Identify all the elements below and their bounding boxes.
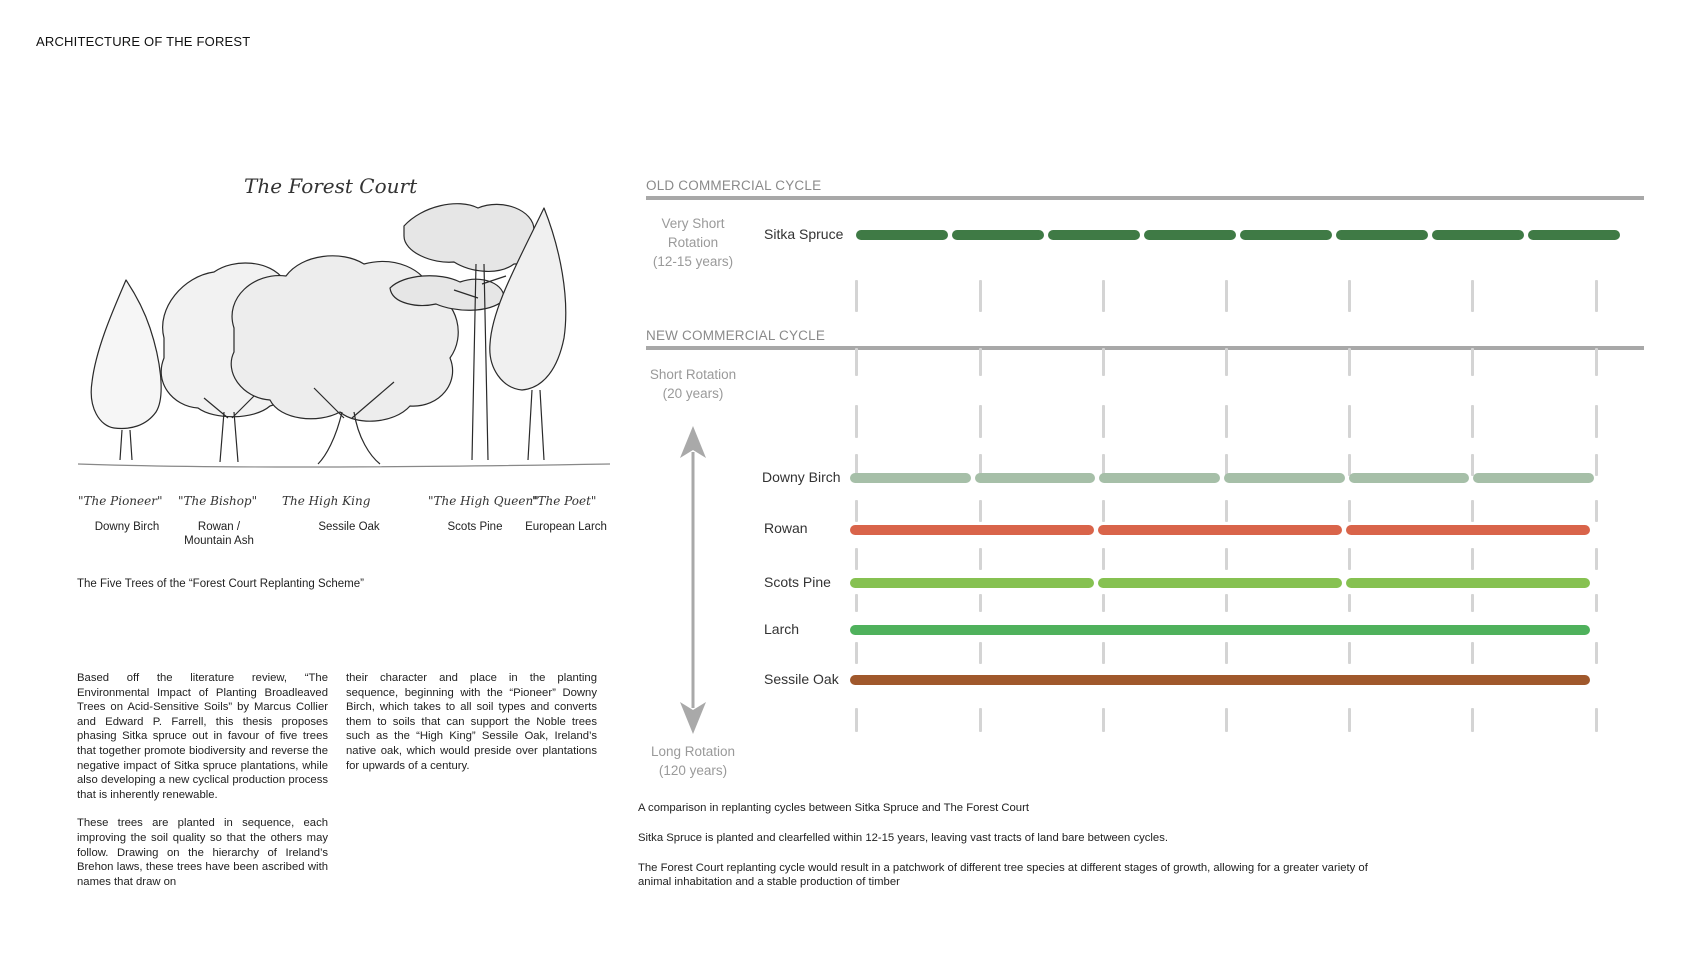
cycle-tick-mark	[1225, 280, 1228, 312]
cycle-tick-mark	[1595, 454, 1598, 476]
cycle-segment-sitka	[856, 230, 948, 240]
new-cycle-title: NEW COMMERCIAL CYCLE	[646, 328, 826, 343]
body-paragraph: their character and place in the planting sequence, beginning with the “Pioneer” Downy Birch, which takes to all soil types and converts them to soils that can support the Noble trees such as the “High King” Sessile Oak, Ireland’s native oak, which would preside over plantations for upwards of a century.	[346, 672, 597, 772]
body-paragraph: Based off the literature review, “The Environmental Impact of Planting Broadleaved Trees on Acid-Sensitive Soils” by Marcus Collier and Edward P. Farrell, this thesis proposes phasing Sitka spruce out in favour of five trees that together promote biodiversity and reverse the negative impact of Sitka spruce plantations, while also developing a new cyclical production process that is inherently renewable.	[77, 672, 328, 801]
cycle-tick-mark	[1102, 348, 1105, 376]
cycle-tick-mark	[979, 708, 982, 732]
row-label-scots-pine: Scots Pine	[764, 574, 831, 590]
nickname-high-queen: "The High Queen"	[428, 494, 539, 508]
cycle-tick-mark	[1348, 500, 1351, 522]
cycle-tick-mark	[1471, 405, 1474, 438]
common-sessile-oak: Sessile Oak	[318, 521, 380, 533]
cycle-tick-mark	[1225, 405, 1228, 438]
cycle-segment-scots	[1346, 578, 1590, 588]
cycle-segment-rowan	[1346, 525, 1590, 535]
cycle-tick-mark	[1595, 708, 1598, 732]
cycle-tick-mark	[1471, 642, 1474, 664]
cycle-tick-mark	[1348, 708, 1351, 732]
cycle-segment-birch	[850, 473, 971, 483]
row-label-sessile-oak: Sessile Oak	[764, 671, 839, 687]
cycle-tick-mark	[979, 548, 982, 570]
cycle-tick-mark	[855, 405, 858, 438]
cycle-tick-mark	[1225, 708, 1228, 732]
old-cycle-title: OLD COMMERCIAL CYCLE	[646, 178, 822, 193]
cycle-tick-mark	[979, 405, 982, 438]
cycle-tick-mark	[979, 594, 982, 612]
body-paragraph: These trees are planted in sequence, each improving the soil quality so that the others may follow. Drawing on the hierarchy of Ireland’s Brehon laws, these trees have been ascribed with names that draw on	[77, 817, 328, 888]
common-rowan: Rowan / Mountain Ash	[184, 521, 254, 547]
nickname-pioneer: "The Pioneer"	[78, 494, 163, 508]
cycle-tick-mark	[1595, 500, 1598, 522]
cycle-segment-larch	[850, 625, 1590, 635]
cycle-segment-rowan	[850, 525, 1094, 535]
cycle-segment-birch	[1349, 473, 1470, 483]
cycle-tick-mark	[979, 348, 982, 376]
cycle-tick-mark	[979, 500, 982, 522]
cycle-tick-mark	[1225, 548, 1228, 570]
diagram-caption: A comparison in replanting cycles between Sitka Spruce and The Forest Court	[638, 802, 1029, 814]
cycle-tick-mark	[1348, 348, 1351, 376]
cycle-tick-mark	[855, 548, 858, 570]
common-scots-pine: Scots Pine	[447, 521, 503, 533]
left-caption: The Five Trees of the “Forest Court Replanting Scheme”	[77, 578, 364, 590]
cycle-tick-mark	[1225, 594, 1228, 612]
old-cycle-rule	[646, 196, 1644, 200]
rotation-double-arrow	[676, 424, 710, 736]
cycle-segment-birch	[1099, 473, 1220, 483]
cycle-tick-mark	[855, 348, 858, 376]
very-short-rotation-label: Very Short Rotation (12-15 years)	[652, 216, 734, 269]
cycle-tick-mark	[1225, 642, 1228, 664]
cycle-tick-mark	[1471, 500, 1474, 522]
cycle-tick-mark	[855, 594, 858, 612]
cycle-segment-sitka	[1336, 230, 1428, 240]
cycle-tick-mark	[855, 708, 858, 732]
cycle-segment-sitka	[1240, 230, 1332, 240]
cycle-tick-mark	[1471, 454, 1474, 476]
long-rotation-label: Long Rotation (120 years)	[650, 744, 736, 778]
cycle-tick-mark	[1595, 405, 1598, 438]
cycle-segment-sitka	[1144, 230, 1236, 240]
cycle-tick-mark	[1595, 594, 1598, 612]
cycle-segment-birch	[975, 473, 1096, 483]
cycle-tick-mark	[1595, 348, 1598, 376]
cycle-tick-mark	[1225, 348, 1228, 376]
cycle-tick-mark	[855, 642, 858, 664]
cycle-segment-scots	[1098, 578, 1342, 588]
new-cycle-rule	[646, 346, 1644, 350]
cycle-segment-birch	[1473, 473, 1594, 483]
cycle-segment-rowan	[1098, 525, 1342, 535]
tree-sketch-illustration	[74, 168, 614, 498]
cycle-tick-mark	[1225, 500, 1228, 522]
cycle-segment-oak	[850, 675, 1590, 685]
cycle-tick-mark	[1471, 708, 1474, 732]
sketch-title: The Forest Court	[244, 174, 418, 198]
cycle-tick-mark	[1471, 280, 1474, 312]
cycle-tick-mark	[1348, 405, 1351, 438]
cycle-tick-mark	[1102, 500, 1105, 522]
nickname-high-king: The High King	[282, 494, 371, 508]
page-header: ARCHITECTURE OF THE FOREST	[36, 34, 251, 49]
common-downy-birch: Downy Birch	[94, 521, 160, 533]
cycle-tick-mark	[1102, 594, 1105, 612]
row-label-downy-birch: Downy Birch	[762, 469, 841, 485]
cycle-segment-scots	[850, 578, 1094, 588]
cycle-tick-mark	[1471, 548, 1474, 570]
cycle-segment-birch	[1224, 473, 1345, 483]
sitka-explanation: Sitka Spruce is planted and clearfelled within 12-15 years, leaving vast tracts of land bare between cycles.	[638, 832, 1168, 844]
cycle-tick-mark	[1102, 405, 1105, 438]
cycle-tick-mark	[979, 642, 982, 664]
cycle-tick-mark	[1102, 642, 1105, 664]
nickname-bishop: "The Bishop"	[178, 494, 258, 508]
cycle-tick-mark	[1348, 642, 1351, 664]
cycle-segment-sitka	[1048, 230, 1140, 240]
cycle-segment-sitka	[1432, 230, 1524, 240]
cycle-tick-mark	[979, 280, 982, 312]
cycle-tick-mark	[855, 280, 858, 312]
cycle-segment-sitka	[1528, 230, 1620, 240]
common-european-larch: European Larch	[525, 521, 607, 533]
row-label-sitka-spruce: Sitka Spruce	[764, 226, 844, 242]
row-label-larch: Larch	[764, 621, 800, 637]
cycle-tick-mark	[1102, 548, 1105, 570]
cycle-tick-mark	[1471, 594, 1474, 612]
cycle-tick-mark	[1595, 548, 1598, 570]
forest-court-sketch	[74, 168, 614, 548]
short-rotation-label: Short Rotation (20 years)	[649, 367, 737, 401]
cycle-tick-mark	[1595, 642, 1598, 664]
cycle-tick-mark	[1595, 280, 1598, 312]
cycle-segment-sitka	[952, 230, 1044, 240]
body-column-1	[77, 671, 328, 903]
nickname-poet: "The Poet"	[532, 494, 597, 508]
row-label-rowan: Rowan	[764, 520, 808, 536]
cycle-tick-mark	[1348, 594, 1351, 612]
forest-court-explanation: The Forest Court replanting cycle would result in a patchwork of different tree species at different stages of growth, allowing for a greater variety of animal inhabitation and a stable production of timber	[638, 862, 1368, 888]
body-column-2	[346, 671, 597, 787]
cycle-tick-mark	[1102, 708, 1105, 732]
cycle-tick-mark	[1102, 280, 1105, 312]
cycle-tick-mark	[1471, 348, 1474, 376]
cycle-tick-mark	[1348, 280, 1351, 312]
cycle-tick-mark	[855, 500, 858, 522]
cycle-tick-mark	[1348, 548, 1351, 570]
